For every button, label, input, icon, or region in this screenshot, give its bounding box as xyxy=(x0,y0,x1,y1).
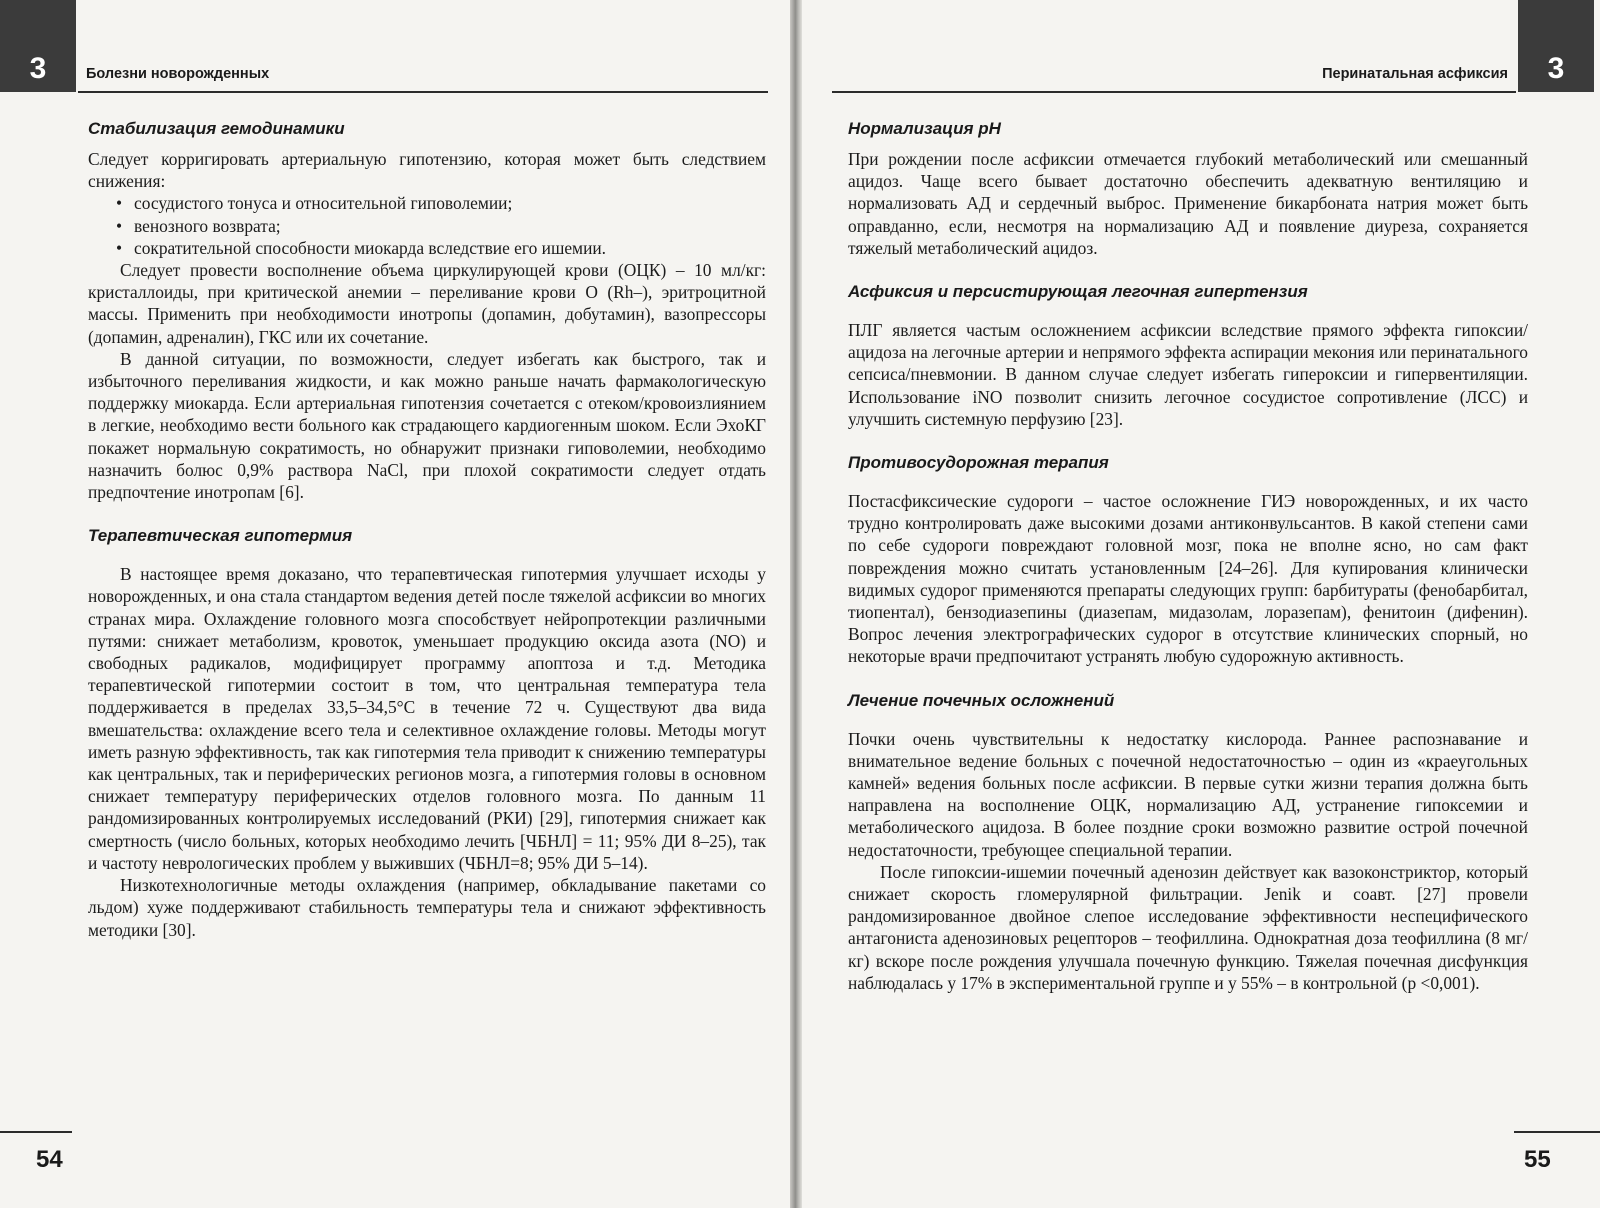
section-heading: Стабилизация гемодинамики xyxy=(88,119,345,138)
chapter-number: 3 xyxy=(1547,52,1565,85)
chapter-number: 3 xyxy=(29,52,47,85)
paragraph: Следует провести восполнение объема циркулирующей крови (ОЦК) – 10 мл/кг: кристаллоиды, при критической анемии – переливание крови O (Rh–), эритроцитной массы. Применить при необходимости инотропы (допамин, добутамин), вазопрессоры (допамин, адреналин), ГКС или их сочетание. xyxy=(88,260,766,347)
left-page xyxy=(0,0,790,1208)
running-header: Болезни новорожденных xyxy=(86,66,270,82)
right-page xyxy=(802,0,1600,1208)
bullet-list xyxy=(88,192,766,259)
paragraph: При рождении после асфиксии отмечается глубокий метаболический или смешанный ацидоз. Чаще всего бывает достаточно обеспечить адекватную вентиляцию и нормализовать АД и сердечный выброс. Применение бикарбоната натрия может быть оправданно, если, несмотря на нормализацию АД и появление диуреза, сохраняется тяжелый метаболический ацидоз. xyxy=(848,149,1528,258)
paragraph: ПЛГ является частым осложнением асфиксии вследствие прямого эффекта гипоксии/ацидоза на легочные артерии и непрямого эффекта аспирации мекония или перинатального сепсиса/пневмонии. В данном случае следует избегать гипероксии и гипервентиляции. Использование iNO позволит снизить легочное сосудистое сопротивление (ЛСС) и улучшить системную перфузию [23]. xyxy=(848,320,1528,429)
paragraph: После гипоксии-ишемии почечный аденозин действует как вазоконстриктор, который снижает скорость гломерулярной фильтрации. Jenik и соавт. [27] провели рандомизированное двойное слепое исследование эффективности неспецифического антагониста аденозиновых рецепторов – теофиллина. Однократная доза теофиллина (8 мг/кг) вскоре после рождения улучшала почечную функцию. Тяжелая почечная дисфункция наблюдалась у 17% в экспериментальной группе и у 55% – в контрольной (р <0,001). xyxy=(848,861,1528,993)
running-header: Перинатальная асфиксия xyxy=(1322,66,1508,82)
footer-rule xyxy=(1514,1131,1600,1133)
book-gutter xyxy=(790,0,802,1208)
paragraph: Следует корригировать артериальную гипотензию, которая может быть следствием снижения: xyxy=(88,149,766,192)
paragraph: В настоящее время доказано, что терапевтическая гипотермия улучшает исходы у новорожденных, и она стала стандартом ведения детей после тяжелой асфиксии во многих странах мира. Охлаждение головного мозга способствует нейропротекции различными путями: снижает метаболизм, кровоток, уменьшает продукцию оксида азота (NO) и свободных радикалов, модифицирует программу апоптоза и т.д. Методика терапевтической гипотермии состоит в том, что центральная температура тела поддерживается в пределах 33,5–34,5°С в течение 72 ч. Существуют два вида вмешательства: охлаждение всего тела и селективное охлаждение головы. Методы могут иметь разную эффективность, так как гипотермия тела приводит к снижению температуры как центральных, так и периферических регионов мозга, а гипотермия головы в основном снижает температуру периферических отделов головного мозга. По данным 11 рандомизированных контролируемых исследований (РКИ) [29], гипотермия снижает как смертность (число больных, которых необходимо лечить [ЧБНЛ] = 11; 95% ДИ 8–25), так и частоту неврологических проблем у выживших (ЧБНЛ=8; 95% ДИ 5–14). xyxy=(88,564,766,873)
bullet-item: • сосудистого тонуса и относительной гиповолемии; xyxy=(116,192,766,214)
section-heading: Асфиксия и персистирующая легочная гипертензия xyxy=(848,282,1308,302)
chapter-tab xyxy=(0,0,76,92)
section-heading: Лечение почечных осложнений xyxy=(848,690,1115,710)
header-rule xyxy=(78,91,768,93)
paragraph: Постасфиксические судороги – частое осложнение ГИЭ новорожденных, и их часто трудно контролировать даже высокими дозами антиконвульсантов. В какой степени сами по себе судороги повреждают головной мозг, пока не вполне ясно, но сам факт повреждения можно считать установленным [24–26]. Для купирования клинически видимых судорог применяются препараты следующих групп: барбитураты (фенобарбитал, тиопентал), бензодиазепины (диазепам, мидазолам, лоразепам), фенитоин (дифенин). Вопрос лечения электрографических судорог в отсутствие клинических спорный, но некоторые врачи предпочитают устранять любую судорожную активность. xyxy=(848,491,1528,667)
header-rule xyxy=(832,91,1516,93)
section-heading: Терапевтическая гипотермия xyxy=(88,526,353,546)
section-heading: Нормализация рН xyxy=(848,119,1001,138)
paragraph: Почки очень чувствительны к недостатку кислорода. Раннее распознавание и внимательное ведение больных с почечной недостаточностью – один из «краеугольных камней» ведения больных после асфиксии. В первые сутки жизни терапия должна быть направлена на восполнение ОЦК, нормализацию АД, устранение гипоксемии и метаболического ацидоза. В более поздние сроки возможно развитие острой почечной недостаточности, требующее специальной терапии. xyxy=(848,728,1528,860)
chapter-tab xyxy=(1518,0,1594,92)
bullet-item: • венозного возврата; xyxy=(116,215,766,237)
paragraph: Низкотехнологичные методы охлаждения (например, обкладывание пакетами со льдом) хуже поддерживают стабильность температуры тела и снижают эффективность методики [30]. xyxy=(88,875,766,940)
page-content xyxy=(848,118,1528,994)
paragraph: В данной ситуации, по возможности, следует избегать как быстрого, так и избыточного переливания жидкости, и как можно раньше начать фармакологическую поддержку миокарда. Если артериальная гипотензия сочетается с отеком/кровоизлиянием в легкие, необходимо вести больного как страдающего кардиогенным шоком. Если ЭхоКГ покажет нормальную сократимость, но обнаружит признаки гиповолемии, необходимо назначить болюс 0,9% раствора NaCl, при плохой сократимости следует отдать предпочтение инотропам [6]. xyxy=(88,348,766,503)
section-heading: Противосудорожная терапия xyxy=(848,453,1109,473)
footer-rule xyxy=(0,1131,72,1133)
page-number: 54 xyxy=(36,1146,63,1173)
page-content xyxy=(88,118,766,941)
page-number: 55 xyxy=(1524,1146,1551,1173)
bullet-item: • сократительной способности миокарда вследствие его ишемии. xyxy=(116,237,766,259)
